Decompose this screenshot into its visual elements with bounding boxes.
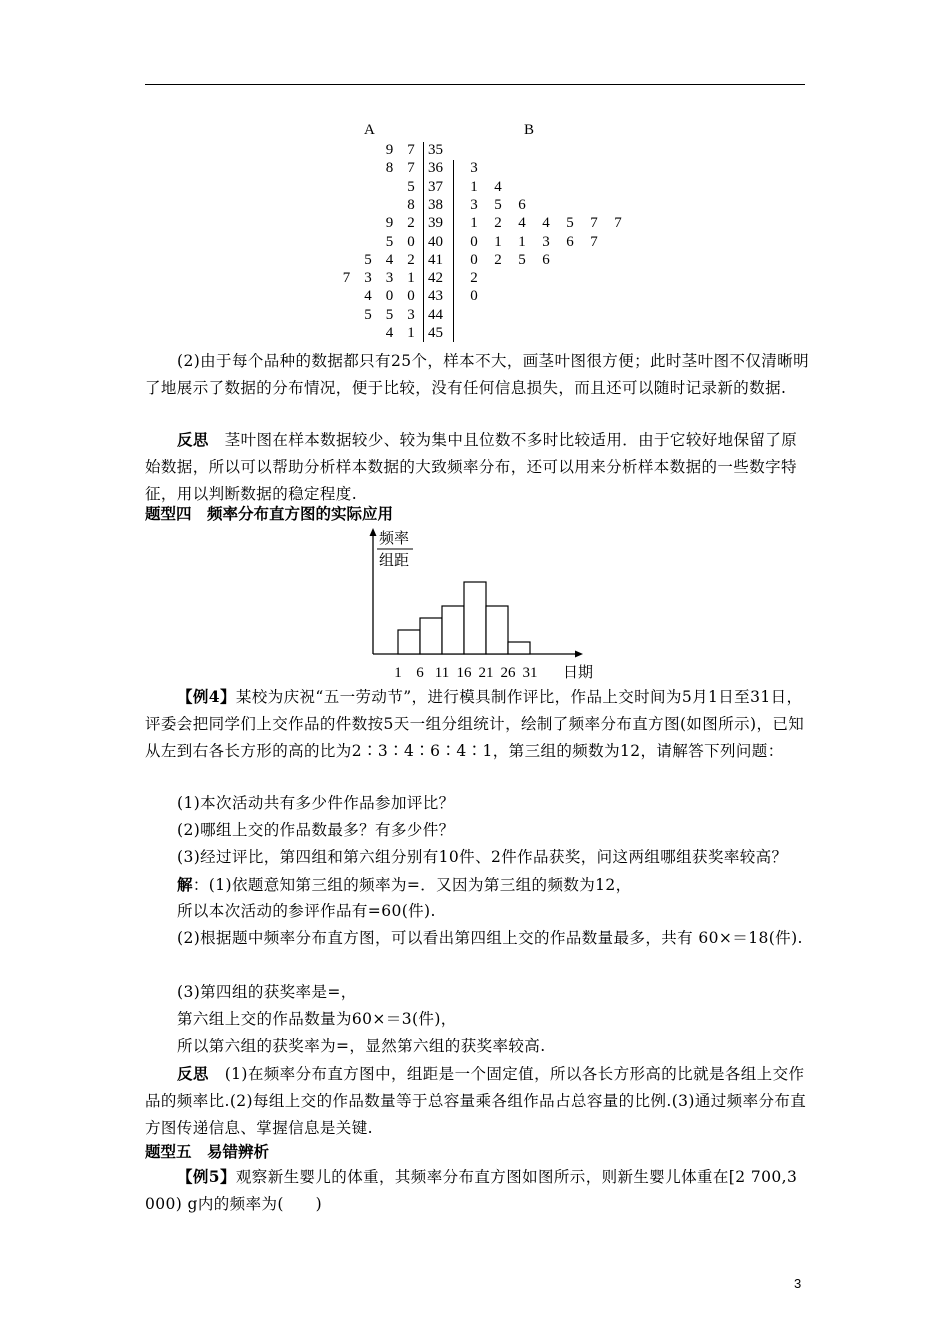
example-4 (145, 683, 810, 765)
ylabel-top: 频率 (379, 529, 410, 547)
stem: 39 (428, 215, 443, 232)
stem-leaf-plot (300, 120, 660, 350)
solution-6: 所以第六组的获奖率为=，显然第六组的获奖率较高. (177, 1037, 546, 1055)
leaf-b: 4 (518, 215, 526, 232)
stem: 43 (428, 288, 443, 305)
page-number: 3 (794, 1276, 802, 1291)
leaf-a: 9 (385, 142, 394, 158)
leaf-a: 3 (385, 270, 394, 287)
leaf-b: 6 (542, 251, 550, 268)
example-5-text: 观察新生婴儿的体重，其频率分布直方图如图所示，则新生婴儿体重在[2 700,3 000) g内的频率为( ) (145, 1168, 798, 1213)
leaf-b: 7 (590, 233, 598, 250)
leaf-b: 1 (470, 178, 478, 195)
stem: 35 (428, 142, 443, 158)
reflection-label: 反思 (177, 430, 209, 449)
example-4-text: 某校为庆祝“五一劳动节”，进行模具制作评比，作品上交时间为5月1日至31日，评委会把同学们上交作品的件数按5天一组分组统计，绘制了频率分布直方图(如图所示)，已知从左到右各长方形的高的比为2∶3∶4∶6∶4∶1，第三组的频数为12，请解答下列问题： (145, 688, 805, 760)
stem-leaf-row (300, 325, 660, 343)
solution-1 (145, 871, 810, 899)
x-axis-arrow (575, 651, 583, 658)
stem-leaf-row (300, 270, 660, 288)
leaf-a: 2 (407, 215, 415, 232)
histogram-bar (464, 582, 486, 654)
leaf-b: 4 (494, 178, 502, 195)
heading-type-5: 题型五 易错辨析 (145, 1143, 270, 1161)
label-a: A (364, 122, 375, 138)
leaf-b: 4 (542, 215, 550, 232)
x-tick-label: 1 (394, 665, 402, 680)
leaf-b: 0 (470, 233, 478, 250)
histogram-bar (508, 642, 530, 654)
leaf-b: 2 (494, 215, 502, 232)
example-5 (145, 1163, 810, 1218)
stem-leaf-row (300, 142, 660, 160)
leaf-a: 5 (407, 178, 415, 195)
leaf-b: 5 (494, 196, 502, 213)
histogram-bar (442, 606, 464, 654)
stem-leaf-row (300, 288, 660, 306)
question-2: (2)哪组上交的作品数最多？有多少件？ (177, 821, 455, 839)
leaf-a: 7 (407, 142, 415, 158)
stem: 36 (428, 160, 443, 177)
leaf-a: 8 (385, 160, 394, 177)
histogram-bar (398, 630, 420, 654)
leaf-b: 1 (470, 215, 478, 232)
leaf-a: 9 (385, 215, 394, 232)
question-3: (3)经过评比，第四组和第六组分别有10件、2件作品获奖，问这两组哪组获奖率较高？ (177, 848, 788, 866)
leaf-b: 0 (470, 288, 478, 305)
leaf-b: 3 (470, 196, 478, 213)
stem-leaf-row (300, 252, 660, 270)
leaf-a: 5 (364, 251, 372, 268)
xlabel: 日期 (563, 663, 594, 680)
header-rule (145, 84, 805, 85)
leaf-a: 4 (385, 251, 394, 268)
y-axis-arrow (370, 528, 377, 536)
paragraph-stem-leaf: (2)由于每个品种的数据都只有25个，样本不大，画茎叶图很方便；此时茎叶图不仅清晰明了地展示了数据的分布情况，便于比较，没有任何信息损失，而且还可以随时记录新的数据. (145, 352, 809, 397)
solution-4: (3)第四组的获奖率是=， (177, 983, 357, 1001)
stem: 44 (428, 306, 443, 323)
reflection-2-label: 反思 (177, 1064, 209, 1083)
reflection-text: 茎叶图在样本数据较少、较为集中且位数不多时比较适用．由于它较好地保留了原始数据，所以可以帮助分析样本数据的大致频率分布，还可以用来分析样本数据的一些数字特征，用以判断数据的稳定程度. (145, 431, 798, 503)
solution-1-text: ：(1)依题意知第三组的频率为=．又因为第三组的频数为12， (192, 876, 632, 894)
stem: 37 (428, 178, 443, 195)
leaf-b: 1 (494, 233, 502, 250)
stem: 40 (428, 233, 443, 250)
leaf-b: 1 (518, 233, 526, 250)
stem: 41 (428, 251, 443, 268)
leaf-b: 6 (566, 233, 574, 250)
solution-2: 所以本次活动的参评作品有=60(件). (177, 902, 436, 920)
stem-leaf-row (300, 215, 660, 233)
leaf-a: 0 (385, 288, 394, 305)
leaf-b: 2 (470, 270, 478, 287)
leaf-b: 0 (470, 251, 478, 268)
ylabel-bottom: 组距 (379, 551, 410, 569)
stem-leaf-row (300, 179, 660, 197)
leaf-a: 5 (385, 306, 394, 323)
leaf-b: 3 (542, 233, 550, 250)
leaf-a: 7 (407, 160, 415, 177)
histogram-bar (420, 618, 442, 654)
question-1: (1)本次活动共有多少件作品参加评比？ (177, 794, 455, 812)
leaf-a: 3 (407, 306, 415, 323)
x-tick-label: 21 (478, 665, 494, 680)
solution-label: 解 (177, 875, 193, 894)
leaf-a: 5 (385, 233, 394, 250)
leaf-b: 6 (518, 196, 526, 213)
leaf-b: 7 (590, 215, 598, 232)
leaf-a: 0 (407, 288, 415, 305)
stem-leaf-row (300, 234, 660, 252)
leaf-b: 5 (518, 251, 526, 268)
leaf-a: 4 (364, 288, 372, 305)
example-4-label: 【例4】 (177, 687, 236, 706)
x-tick-label: 6 (416, 665, 424, 680)
reflection-2-text: (1)在频率分布直方图中，组距是一个固定值，所以各长方形高的比就是各组上交作品的频率比.(2)每组上交的作品数量等于总容量乘各组作品占总容量的比例.(3)通过频率分布直方图传递信息、掌握信息是关键. (145, 1065, 807, 1137)
leaf-a: 3 (364, 270, 372, 287)
reflection-2 (145, 1060, 810, 1142)
leaf-a: 7 (342, 270, 351, 287)
leaf-b: 7 (614, 215, 622, 232)
x-tick-label: 26 (500, 665, 516, 680)
leaf-a: 8 (407, 196, 415, 213)
leaf-a: 5 (364, 306, 372, 323)
leaf-a: 1 (407, 325, 415, 341)
stem: 45 (428, 325, 443, 341)
stem: 42 (428, 270, 443, 287)
x-tick-label: 16 (456, 665, 472, 680)
x-tick-label: 11 (434, 665, 450, 680)
frequency-histogram (355, 528, 615, 680)
heading-type-4: 题型四 频率分布直方图的实际应用 (145, 505, 394, 523)
leaf-b: 2 (494, 251, 502, 268)
leaf-a: 1 (407, 270, 415, 287)
stem-leaf-row (300, 307, 660, 325)
solution-5: 第六组上交的作品数量为60×＝3(件)， (177, 1010, 457, 1028)
leaf-b: 5 (566, 215, 574, 232)
reflection-1 (145, 426, 810, 508)
stem-leaf-row (300, 160, 660, 178)
leaf-b: 3 (470, 160, 478, 177)
stem: 38 (428, 196, 443, 213)
x-tick-label: 31 (522, 665, 538, 680)
solution-3: (2)根据题中频率分布直方图，可以看出第四组上交的作品数量最多，共有 60×＝18(件). (177, 929, 803, 947)
stem-leaf-row (300, 197, 660, 215)
leaf-a: 4 (385, 325, 394, 341)
histogram-bar (486, 606, 508, 654)
example-5-label: 【例5】 (177, 1167, 236, 1186)
leaf-a: 2 (407, 251, 415, 268)
leaf-a: 0 (407, 233, 415, 250)
label-b: B (524, 122, 535, 138)
